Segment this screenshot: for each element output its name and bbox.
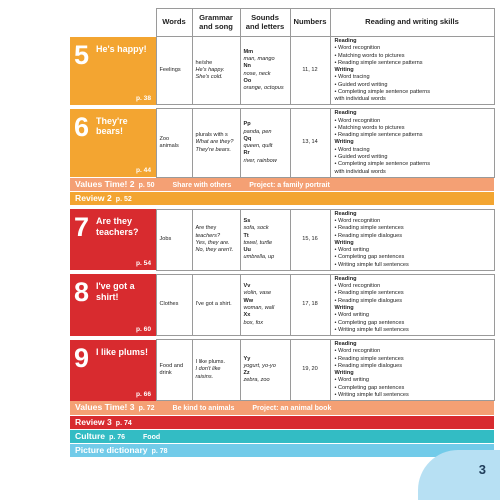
grammar-cell	[192, 209, 240, 270]
header-numbers: Numbers	[290, 9, 330, 37]
skill-line: • Word writing	[334, 377, 369, 384]
skill-line: • Guided word writing	[334, 153, 388, 160]
skill-line: • Reading simple sentences	[334, 290, 404, 297]
unit-page: p. 44	[135, 167, 151, 175]
letter-pair: Mm	[243, 48, 254, 55]
unit-page: p. 60	[135, 325, 151, 333]
skill-line: Reading	[334, 275, 357, 282]
sounds-cell	[240, 340, 290, 401]
words-cell: Zoo animals	[156, 109, 192, 177]
unit-page: p. 66	[135, 390, 151, 398]
band-values3	[70, 401, 494, 415]
numbers-cell: 17, 18	[290, 274, 330, 335]
unit-number: 9	[74, 342, 90, 373]
letter-pair: Nn	[243, 63, 251, 70]
band-culture	[70, 430, 494, 443]
unit-title: They're bears!	[96, 115, 128, 137]
band-text: Food	[143, 433, 161, 441]
letter-pair: Vv	[243, 283, 251, 290]
unit-title: He's happy!	[96, 43, 147, 54]
band-title: Picture dictionary	[75, 444, 148, 455]
grammar-cell	[192, 274, 240, 335]
unit-number: 5	[74, 39, 90, 70]
example-words: nose, neck	[243, 70, 271, 77]
skills-cell	[330, 209, 494, 270]
skill-line: • Completing simple sentence patterns	[334, 161, 431, 168]
grammar-line: He's happy.	[195, 67, 225, 74]
unit-number: 6	[74, 111, 90, 142]
skill-line: Reading	[334, 210, 357, 217]
skill-line: Reading	[334, 341, 357, 348]
header-blank	[70, 9, 156, 37]
band-dictionary	[70, 444, 494, 457]
example-words: yogurt, yo-yo	[243, 362, 276, 369]
band-project: Project: an animal book	[252, 405, 332, 413]
band-page: p. 50	[138, 181, 155, 189]
grammar-line: plurals with s	[195, 132, 228, 139]
header-row	[70, 9, 494, 37]
band-title: Review 2	[75, 193, 112, 204]
band-title: Review 3	[75, 416, 112, 427]
skill-line: • Word writing	[334, 247, 369, 254]
skill-line: Writing	[334, 139, 354, 146]
unit-page: p. 38	[135, 94, 151, 102]
grammar-line: Are they	[195, 225, 217, 232]
grammar-line: Yes, they are.	[195, 239, 230, 246]
band-page: p. 72	[138, 405, 155, 413]
skill-line: • Reading simple sentence patterns	[334, 132, 423, 139]
skill-line: • Completing gap sentences	[334, 254, 405, 261]
skill-line: • Matching words to pictures	[334, 124, 405, 131]
skills-cell	[330, 274, 494, 335]
sounds-cell	[240, 274, 290, 335]
band-title: Values Time! 3	[75, 402, 135, 413]
grammar-line: he/she	[195, 59, 213, 66]
example-words: river, rainbow	[243, 157, 277, 164]
letter-pair: Ww	[243, 297, 254, 304]
sounds-cell	[240, 109, 290, 177]
skill-line: Writing	[334, 304, 354, 311]
page-number: 3	[478, 462, 486, 477]
band-page: p. 74	[115, 419, 132, 427]
band-page: p. 78	[151, 447, 168, 455]
letter-pair: Ss	[243, 218, 251, 225]
header-grammar: Grammar and song	[192, 9, 240, 37]
words-cell: Feelings	[156, 37, 192, 105]
words-cell: Clothes	[156, 274, 192, 335]
grammar-line: teachers?	[195, 232, 221, 239]
grammar-line: I've got a shirt.	[195, 301, 232, 308]
skills-cell	[330, 109, 494, 177]
unit-block-6	[70, 109, 156, 177]
example-words: sofa, sock	[243, 225, 269, 232]
page-number-badge	[418, 450, 500, 500]
unit-block-7	[70, 209, 156, 270]
letter-pair: Tt	[243, 232, 249, 239]
example-words: man, mango	[243, 56, 275, 63]
skill-line: with individual words	[334, 168, 386, 175]
letter-pair: Pp	[243, 121, 251, 128]
skill-line: Writing	[334, 67, 354, 74]
example-words: box, fox	[243, 319, 264, 326]
letter-pair: Uu	[243, 247, 251, 254]
skill-line: • Matching words to pictures	[334, 52, 405, 59]
grammar-line: No, they aren't.	[195, 247, 234, 254]
example-words: umbrella, up	[243, 254, 275, 261]
skill-line: • Completing gap sentences	[334, 384, 405, 391]
band-text: Share with others	[172, 181, 232, 189]
grammar-line: I don't like	[195, 366, 221, 373]
grammar-line: raisins.	[195, 373, 214, 380]
band-review2	[70, 192, 494, 205]
skill-line: • Writing simple full sentences	[334, 261, 409, 268]
skill-line: • Completing simple sentence patterns	[334, 88, 431, 95]
letter-pair: Rr	[243, 150, 250, 157]
skill-line: • Word recognition	[334, 348, 381, 355]
unit-block-5	[70, 37, 156, 105]
letter-pair: Yy	[243, 355, 251, 362]
grammar-line: I like plums.	[195, 359, 226, 366]
skill-line: • Word recognition	[334, 283, 381, 290]
unit-block-8	[70, 274, 156, 335]
skill-line: Reading	[334, 38, 357, 44]
skill-line: Writing	[334, 239, 354, 246]
skill-line: with individual words	[334, 96, 386, 103]
example-words: orange, octopus	[243, 85, 284, 92]
grammar-cell	[192, 109, 240, 177]
header-sounds: Sounds and letters	[240, 9, 290, 37]
grammar-line: They're bears.	[195, 146, 232, 153]
numbers-cell: 15, 16	[290, 209, 330, 270]
skill-line: • Word recognition	[334, 218, 381, 225]
grammar-line: She's cold.	[195, 74, 223, 81]
band-review3	[70, 416, 494, 429]
unit-block-9	[70, 340, 156, 401]
band-title: Culture	[75, 430, 106, 441]
example-words: woman, wall	[243, 304, 275, 311]
letter-pair: Oo	[243, 77, 252, 84]
letter-pair: Zz	[243, 370, 250, 377]
grammar-cell	[192, 37, 240, 105]
skill-line: • Reading simple dialogues	[334, 232, 403, 239]
numbers-cell: 11, 12	[290, 37, 330, 105]
grammar-line: What are they?	[195, 139, 234, 146]
skill-line: • Reading simple sentence patterns	[334, 59, 423, 66]
skill-line: • Writing simple full sentences	[334, 391, 409, 398]
sounds-cell	[240, 209, 290, 270]
numbers-cell: 19, 20	[290, 340, 330, 401]
skill-line: • Reading simple dialogues	[334, 362, 403, 369]
example-words: zebra, zoo	[243, 377, 270, 384]
skill-line: • Writing simple full sentences	[334, 326, 409, 333]
skill-line: • Reading simple dialogues	[334, 297, 403, 304]
words-cell: Food and drink	[156, 340, 192, 401]
unit-title: I've got a shirt!	[96, 281, 135, 302]
grammar-cell	[192, 340, 240, 401]
skill-line: • Word recognition	[334, 45, 381, 52]
skills-cell	[330, 37, 494, 105]
skill-line: Reading	[334, 110, 357, 117]
example-words: towel, turtle	[243, 239, 273, 246]
example-words: queen, quilt	[243, 143, 273, 150]
numbers-cell: 13, 14	[290, 109, 330, 177]
header-skills: Reading and writing skills	[330, 9, 494, 37]
band-page: p. 76	[109, 433, 126, 441]
skill-line: • Word writing	[334, 312, 369, 319]
skill-line: • Reading simple sentences	[334, 355, 404, 362]
unit-number: 7	[74, 212, 90, 243]
unit-title: Are they teachers?	[96, 216, 139, 237]
unit-page: p. 54	[135, 260, 151, 268]
example-words: violin, vase	[243, 290, 272, 297]
skills-cell	[330, 340, 494, 401]
band-title: Values Time! 2	[75, 178, 135, 189]
skill-line: • Reading simple sentences	[334, 225, 404, 232]
skill-line: • Word tracing	[334, 146, 370, 153]
skill-line: Writing	[334, 370, 354, 377]
example-words: panda, pen	[243, 128, 272, 135]
unit-title: I like plums!	[96, 346, 149, 357]
words-cell: Jobs	[156, 209, 192, 270]
skill-line: • Word recognition	[334, 117, 381, 124]
skill-line: • Completing gap sentences	[334, 319, 405, 326]
sounds-cell	[240, 37, 290, 105]
skill-line: • Word tracing	[334, 74, 370, 81]
band-values2	[70, 178, 494, 192]
letter-pair: Xx	[243, 312, 251, 319]
header-words: Words	[156, 9, 192, 37]
unit-number: 8	[74, 277, 90, 308]
band-page: p. 52	[115, 196, 132, 204]
band-text: Be kind to animals	[172, 405, 235, 413]
skill-line: • Guided word writing	[334, 81, 388, 88]
letter-pair: Qq	[243, 135, 252, 142]
band-project: Project: a family portrait	[249, 181, 330, 189]
